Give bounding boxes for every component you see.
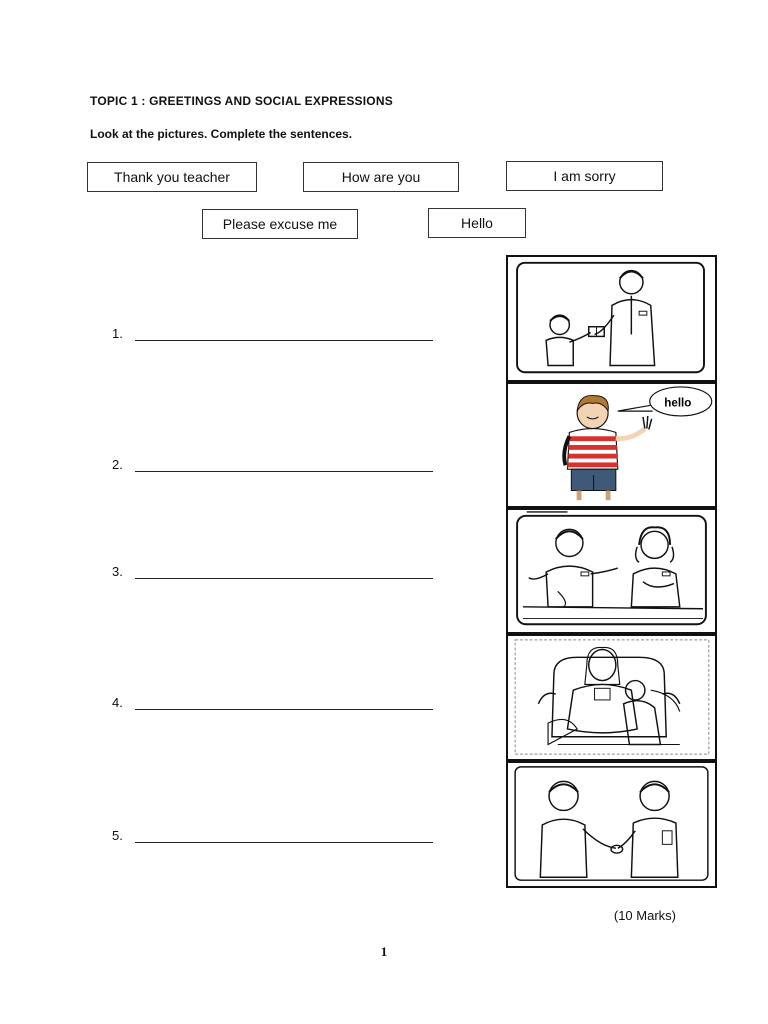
word-box-how-are-you: How are you bbox=[303, 162, 459, 192]
question-number-4: 4. bbox=[112, 695, 123, 710]
question-number-3: 3. bbox=[112, 564, 123, 579]
question-number-5: 5. bbox=[112, 828, 123, 843]
apology-illustration bbox=[508, 510, 715, 632]
waving-boy-illustration bbox=[508, 384, 715, 506]
picture-grandmother-with-child bbox=[506, 634, 717, 761]
answer-line-1[interactable] bbox=[135, 340, 433, 341]
word-box-i-am-sorry: I am sorry bbox=[506, 161, 663, 191]
answer-line-2[interactable] bbox=[135, 471, 433, 472]
instruction-text: Look at the pictures. Complete the sentences. bbox=[90, 127, 353, 141]
page-title: TOPIC 1 : GREETINGS AND SOCIAL EXPRESSIONS bbox=[90, 94, 393, 108]
picture-boy-waving-hello bbox=[506, 382, 717, 508]
marks-label: (10 Marks) bbox=[613, 908, 676, 923]
answer-line-4[interactable] bbox=[135, 709, 433, 710]
page-number: 1 bbox=[380, 944, 388, 959]
speech-bubble-text: hello bbox=[664, 396, 692, 410]
picture-boys-shaking-hands bbox=[506, 761, 717, 888]
word-box-please-excuse-me: Please excuse me bbox=[202, 209, 358, 239]
gift-illustration bbox=[508, 257, 715, 380]
question-number-2: 2. bbox=[112, 457, 123, 472]
word-box-thank-you-teacher: Thank you teacher bbox=[87, 162, 257, 192]
word-box-hello: Hello bbox=[428, 208, 526, 238]
answer-line-3[interactable] bbox=[135, 578, 433, 579]
picture-boy-giving-gift-to-teacher bbox=[506, 255, 717, 382]
picture-boy-apologizing-to-girl bbox=[506, 508, 717, 634]
grandmother-illustration bbox=[508, 636, 715, 759]
handshake-illustration bbox=[508, 763, 715, 886]
answer-line-5[interactable] bbox=[135, 842, 433, 843]
question-number-1: 1. bbox=[112, 326, 123, 341]
